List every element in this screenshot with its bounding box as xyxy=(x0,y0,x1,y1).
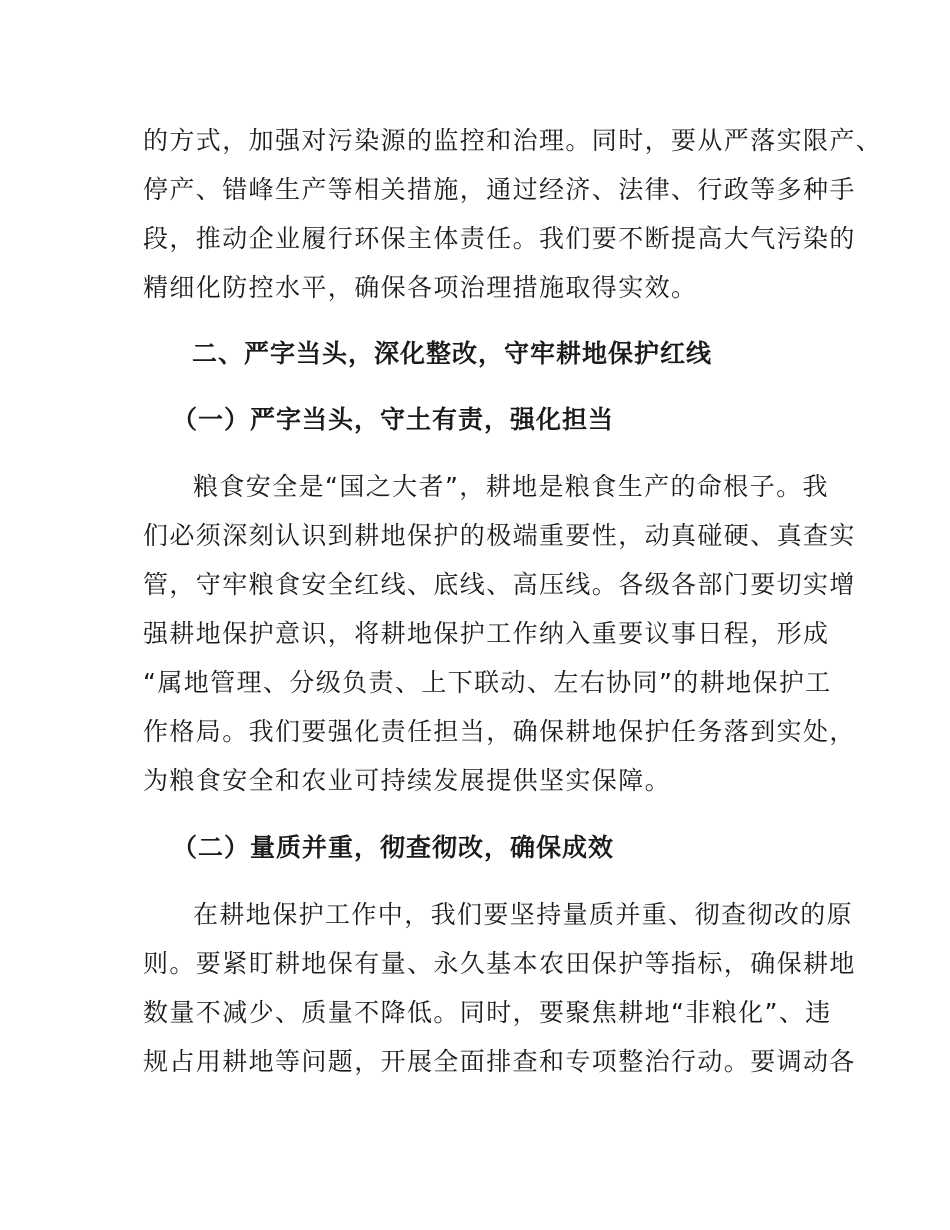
paragraph-line: 在耕地保护工作中，我们要坚持量质并重、彻查彻改的原 xyxy=(193,900,854,929)
paragraph-line: “属地管理、分级负责、上下联动、左右协同”的耕地保护工 xyxy=(143,668,832,697)
paragraph-line: 为粮食安全和农业可持续发展提供坚实保障。 xyxy=(143,766,672,795)
paragraph-line: 则。要紧盯耕地保有量、永久基本农田保护等指标，确保耕地 xyxy=(143,949,856,978)
paragraph-line: 作格局。我们要强化责任担当，确保耕地保护任务落到实处， xyxy=(143,717,856,746)
paragraph-line: 的方式，加强对污染源的监控和治理。同时，要从严落实限产、 xyxy=(143,126,883,155)
paragraph-line: 粮食安全是“国之大者”，耕地是粮食生产的命根子。我 xyxy=(193,472,829,501)
paragraph-line: 规占用耕地等问题，开展全面排查和专项整治行动。要调动各 xyxy=(143,1047,856,1076)
paragraph-line: 精细化防控水平，确保各项治理措施取得实效。 xyxy=(143,273,698,302)
paragraph-farmland-inspection xyxy=(143,890,856,1086)
subsection-heading-two: （二）量质并重，彻查彻改，确保成效 xyxy=(172,833,615,862)
section-heading: 二、严字当头，深化整改，守牢耕地保护红线 xyxy=(192,339,713,368)
paragraph-food-security xyxy=(143,462,856,805)
paragraph-line: 数量不减少、质量不降低。同时，要聚焦耕地“非粮化”、违 xyxy=(143,998,832,1027)
paragraph-line: 强耕地保护意识，将耕地保护工作纳入重要议事日程，形成 xyxy=(143,619,830,648)
paragraph-air-pollution xyxy=(143,116,883,312)
subsection-heading-one: （一）严字当头，守土有责，强化担当 xyxy=(172,405,615,434)
paragraph-line: 管，守牢粮食安全红线、底线、高压线。各级各部门要切实增 xyxy=(143,570,856,599)
paragraph-line: 停产、错峰生产等相关措施，通过经济、法律、行政等多种手 xyxy=(143,175,856,204)
paragraph-line: 段，推动企业履行环保主体责任。我们要不断提高大气污染的 xyxy=(143,224,856,253)
paragraph-line: 们必须深刻认识到耕地保护的极端重要性，动真碰硬、真查实 xyxy=(143,521,856,550)
